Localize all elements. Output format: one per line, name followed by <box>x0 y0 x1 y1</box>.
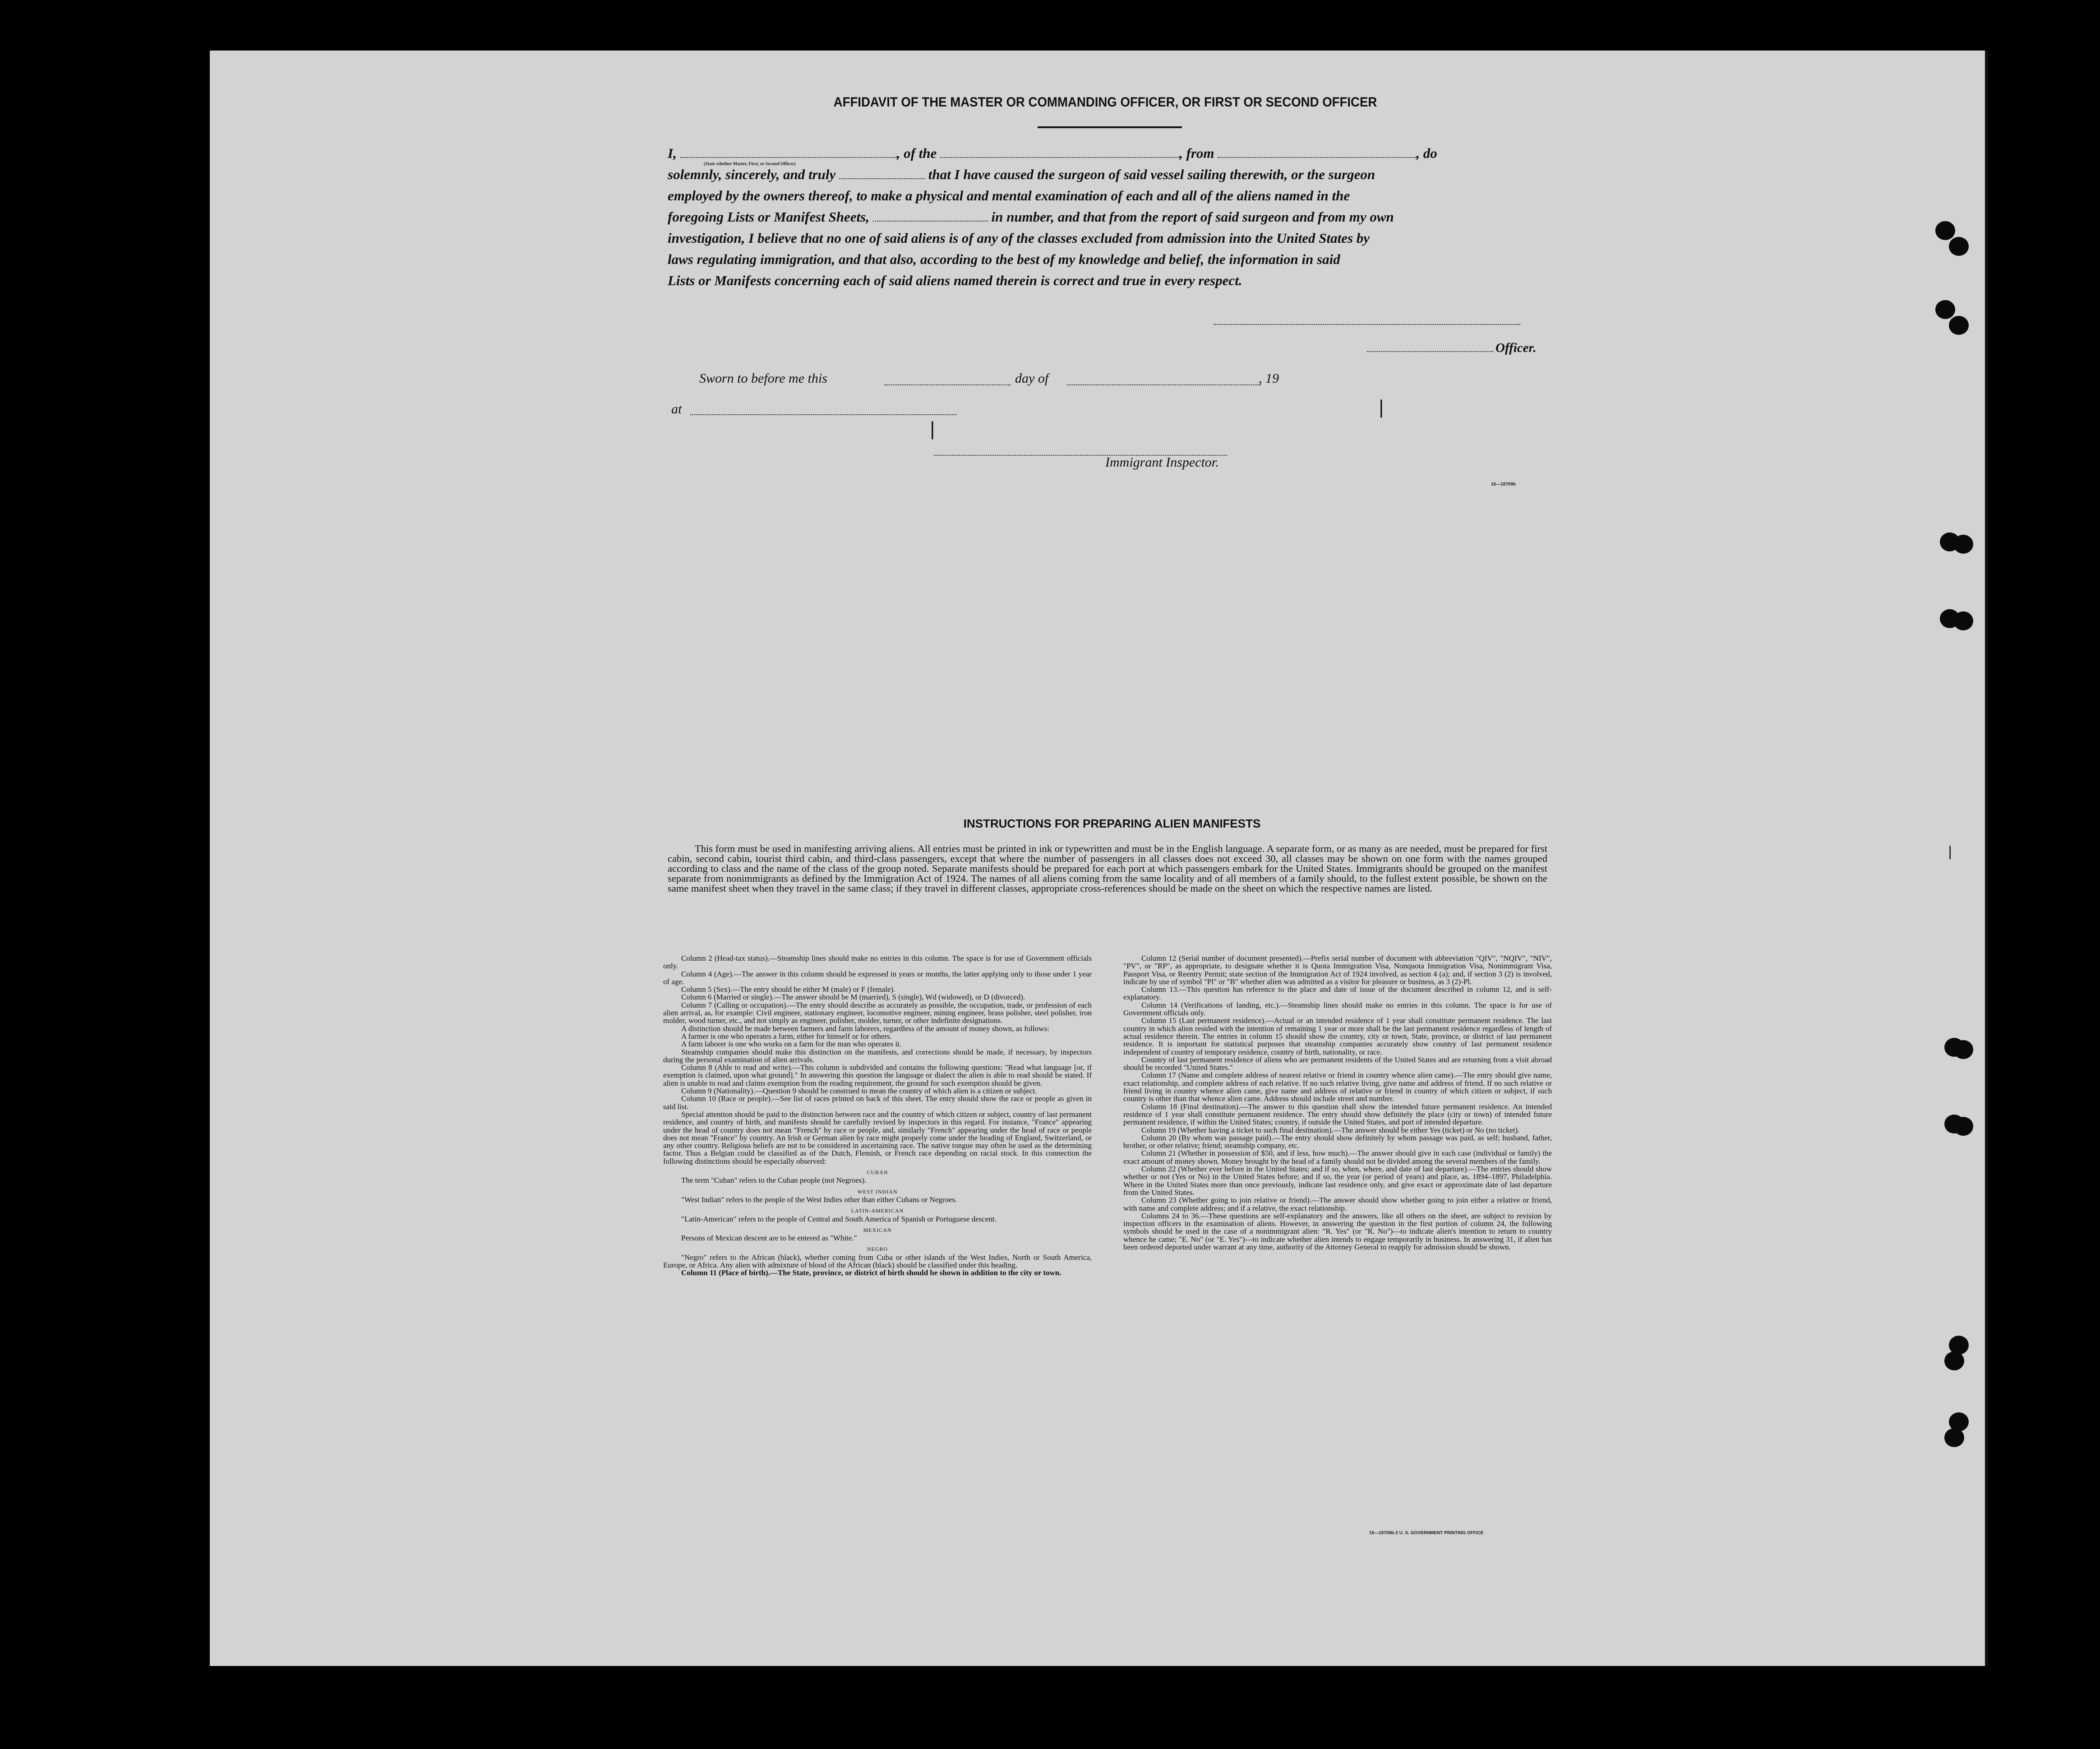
negro-heading: NEGRO <box>867 1246 888 1253</box>
instruction-paragraph: Column 17 (Name and complete address of nearest relative or friend in country whence alien came).—The entry should give name, exact relationship, and complete address of each relative. If no such relative living, give name and address of friend. If no such relative or friend living in country whence alien came, give name and address of relative or friend in country of which citizen or subject, if such country is other than that whence alien came. Address should include street and number. <box>1123 1071 1552 1103</box>
affidavit-body <box>668 143 1552 291</box>
affidavit-line-3: employed by the owners thereof, to make a physical and mental examination of each and all of the aliens named in the <box>668 188 1350 204</box>
sworn-day-field[interactable] <box>884 384 1011 385</box>
instruction-paragraph: A distinction should be made between farmers and farm laborers, regardless of the amount of money shown, as follows: <box>681 1024 1049 1033</box>
mexican-heading: MEXICAN <box>863 1226 892 1233</box>
oath-field[interactable] <box>839 168 925 179</box>
latin-american-definition: "Latin-American" refers to the people of Central and South America of Spanish or Portuguese descent. <box>681 1214 997 1223</box>
west-indian-definition: "West Indian" refers to the people of the West Indies other than either Cubans or Negroes. <box>681 1195 957 1204</box>
cuban-definition: The term "Cuban" refers to the Cuban people (not Negroes). <box>681 1176 867 1185</box>
instruction-paragraph: Column 14 (Verifications of landing, etc.).—Steamship lines should make no entries in this column. The space is for use of Government officials only. <box>1123 1000 1552 1018</box>
affidavit-do: , do <box>1416 145 1437 161</box>
affidavit-line-5: investigation, I believe that no one of said aliens is of any of the classes excluded from admission into the United States by <box>668 230 1370 246</box>
affidavit-from: , from <box>1179 145 1214 161</box>
rank-note: (State whether Master, First, or Second Officer) <box>704 162 796 167</box>
instruction-paragraph: Column 4 (Age).—The answer in this column should be expressed in years or months, the latter applying only to those under 1 year of age. <box>663 969 1092 986</box>
officer-rank-field[interactable] <box>680 147 897 158</box>
instruction-paragraph: Column 13.—This question has reference to the place and date of issue of the document described in column 12, and is self-explanatory. <box>1123 985 1552 1002</box>
affidavit-line-4 <box>668 206 1552 227</box>
affidavit-title: AFFIDAVIT OF THE MASTER OR COMMANDING OFFICER, OR FIRST OR SECOND OFFICER <box>833 95 1377 110</box>
punch-hole <box>1953 611 1973 630</box>
latin-american-heading: LATIN-AMERICAN <box>851 1208 904 1214</box>
instructions-title: INSTRUCTIONS FOR PREPARING ALIEN MANIFESTS <box>963 817 1261 830</box>
instruction-paragraph: Column 6 (Married or single).—The answer should be M (married), S (single), Wd (widowed), or D (divorced). <box>681 993 1025 1002</box>
column-11-instruction: Column 11 (Place of birth).—The State, province, or district of birth should be shown in addition to the city or town. <box>681 1268 1062 1277</box>
affidavit-of-the: , of the <box>896 145 937 161</box>
scan-mark: ❘ <box>1374 397 1389 418</box>
footer-printing-code: 16—18709b-2 U. S. GOVERNMENT PRINTING OFFICE <box>1369 1531 1484 1536</box>
affidavit-form-code: 16—18709b <box>1491 482 1516 487</box>
affidavit-solemnly: solemnly, sincerely, and truly <box>668 167 836 182</box>
punch-hole <box>1944 1428 1964 1447</box>
scan-mark: ❘ <box>925 419 940 440</box>
affidavit-foregoing: foregoing Lists or Manifest Sheets, <box>668 209 869 225</box>
instruction-paragraph: Column 21 (Whether in possession of $50, and if less, how much).—The answer should give in each case (individual or family) the exact amount of money shown. Money brought by the head of a family should not be divided among the several members of the family. <box>1123 1149 1552 1166</box>
instructions-right-column <box>1123 954 1552 1251</box>
instruction-paragraph: Column 7 (Calling or occupation).—The entry should describe as accurately as possible, the occupation, trade, or profession of each alien arrival, as, for example: Civil engineer, stationary engineer, locomotive engineer, mining engineer, brass polisher, steel polisher, iron molder, wood turner, etc., and not simply as engineer, polisher, molder, turner, or other indefinite designations. <box>663 1000 1092 1025</box>
punch-hole <box>1949 316 1969 335</box>
punch-hole <box>1949 237 1969 256</box>
sworn-label: Sworn to before me this <box>699 371 827 386</box>
instruction-paragraph: Column 9 (Nationality).—Question 9 should be construed to mean the country of which alien is a citizen or subject. <box>681 1087 1037 1096</box>
day-of-label: day of <box>1015 371 1049 386</box>
year-label: , 19 <box>1259 371 1279 386</box>
instruction-paragraph: Column 2 (Head-tax status).—Steamship lines should make no entries in this column. The space is for use of Government officials only. <box>663 954 1092 971</box>
sheet-count-field[interactable] <box>873 211 988 222</box>
affidavit-surgeon: that I have caused the surgeon of said vessel sailing therewith, or the surgeon <box>928 167 1375 182</box>
punch-hole <box>1935 300 1955 319</box>
instruction-paragraph: Country of last permanent residence of aliens who are permanent residents of the United States and are returning from a visit abroad should be recorded "United States." <box>1123 1055 1552 1072</box>
instruction-paragraph: Column 12 (Serial number of document presented).—Prefix serial number of document with abbreviation "QIV", "NQIV", "NIV", "PV", or "RP", as appropriate, to designate whether it is Quota Immigration Visa, Nonquota Immigration Visa, Nonimmigrant Visa, Passport Visa, or Reentry Permit; state section of the Immigration Act of 1924 involved, as section 4 (a); and, if section 3 (2) is involved, indicate by use of symbol "Pl" or "B" whether alien was admitted as a visitor for pleasure or business, as 3 (2)-Pl. <box>1123 954 1552 986</box>
port-field[interactable] <box>1218 147 1416 158</box>
sworn-month-field[interactable] <box>1067 384 1261 385</box>
instruction-paragraph: Column 22 (Whether ever before in the United States; and if so, when, where, and date of last departure).—The entries should show whether or not (Yes or No) in the United States before; and if so, the year (or period of years) and place, as, 1894–1897, Philadelphia. Where in the United States more than once previously, indicate last residence only, and give exact or approximate date of last departure from the United States. <box>1123 1165 1552 1197</box>
instruction-paragraph: Special attention should be paid to the distinction between race and the country of which citizen or subject, country of last permanent residence, and country of birth, and manifests should be carefully revised by inspectors in this regard. For instance, "France" appearing under the head of country does not mean "French" by race or people, and, similarly "French" appearing under the head of race or people does not mean "France" by country. An Irish or German alien by race might properly come under the heading of England, Switzerland, or any other country. Religious beliefs are not to be considered in ascertaining race. The native tongue may often be used as the determining factor. Thus a Belgian could be classified as of the Dutch, Flemish, or French race depending on racial stock. In this connection the following distinctions should be especially observed: <box>663 1110 1092 1166</box>
officer-signature-line-2[interactable] <box>1367 351 1493 352</box>
cuban-heading: CUBAN <box>867 1169 888 1176</box>
punch-hole <box>1953 1040 1973 1059</box>
instruction-paragraph: Column 5 (Sex).—The entry should be either M (male) or F (female). <box>681 985 895 994</box>
scan-mark: ❘ <box>1944 844 1956 860</box>
officer-signature-line-1[interactable] <box>1214 324 1520 325</box>
at-label: at <box>671 402 682 416</box>
officer-label: Officer. <box>1495 341 1537 355</box>
instruction-paragraph: Steamship companies should make this distinction on the manifests, and corrections should be made, if necessary, by inspectors during the personal examination of alien arrivals. <box>663 1047 1092 1064</box>
affidavit-line-2 <box>668 164 1552 185</box>
affidavit-line-7: Lists or Manifests concerning each of said aliens named therein is correct and true in every respect. <box>668 273 1242 288</box>
instructions-intro: This form must be used in manifesting arriving aliens. All entries must be printed in ink or typewritten and must be in the English language. A separate form, or as many as are needed, must be prepared for first cabin, second cabin, tourist third cabin, and third-class passengers, except that where the number of passengers in all classes does not exceed 30, all classes may be shown on one form with the names grouped according to class and the name of the class of the group noted. Separate manifests should be prepared for each port at which passengers embark for the United States. Immigrants should be grouped on the manifest separate from nonimmigrants as defined by the Immigration Act of 1924. The names of all aliens coming from the same locality and of all members of a family should, to the fullest extent possible, be shown on the same manifest sheet when they travel in the same class; if they travel in different classes, appropriate cross-references should be made on the sheet on which the respective names are listed. <box>668 843 1547 894</box>
punch-hole <box>1953 1117 1973 1136</box>
instruction-paragraph: Column 8 (Able to read and write).—This column is subdivided and contains the following questions: "Read what language [or, if exemption is claimed, upon what ground]." In answering this question the language or dialect the alien is able to read should be stated. If alien is unable to read and claims exemption from the reading requirement, the ground for such exemption should be given. <box>663 1063 1092 1087</box>
punch-hole <box>1944 1351 1964 1370</box>
inspector-label: Immigrant Inspector. <box>1105 455 1219 470</box>
instruction-paragraph: Column 10 (Race or people).—See list of races printed on back of this sheet. The entry should show the race or people as given in said list. <box>663 1094 1092 1111</box>
affidavit-i: I, <box>668 145 677 161</box>
instruction-paragraph: A farmer is one who operates a farm, either for himself or for others. <box>681 1032 892 1041</box>
title-divider <box>1038 126 1182 128</box>
punch-hole <box>1935 221 1955 240</box>
instruction-paragraph: Column 15 (Last permanent residence).—Actual or an intended residence of 1 year shall constitute permanent residence. The last country in which alien resided with the intention of remaining 1 year or more shall be the last permanent residence regardless of length of actual residence therein. The entries in column 15 should show the country, city or town, State, province, or district of last permanent residence. It is important for statistical purposes that steamship companies accurately show country of last permanent residence independent of country of temporary residence, country of birth, nationality, or race. <box>1123 1016 1552 1056</box>
affidavit-in-number: in number, and that from the report of said surgeon and from my own <box>991 209 1394 225</box>
punch-hole <box>1953 535 1973 554</box>
instruction-paragraph: Column 20 (By whom was passage paid).—The entry should show definitely by whom passage was paid, as self; husband, father, brother, or other relative; friend; steamship company, etc. <box>1123 1133 1552 1150</box>
affidavit-line-6: laws regulating immigration, and that also, according to the best of my knowledge and belief, the information in said <box>668 251 1340 267</box>
sworn-place-field[interactable] <box>690 414 956 415</box>
instruction-paragraph: Column 19 (Whether having a ticket to such final destination).—The answer should be either Yes (ticket) or No (no ticket). <box>1141 1125 1520 1134</box>
sheet-edge-shadow <box>1985 51 1989 1666</box>
instruction-paragraph: Columns 24 to 36.—These questions are self-explanatory and the answers, like all others on the sheet, are subject to revision by inspection officers in the examination of aliens. However, in answering the question in the first portion of column 24, the following symbols should be used in the case of a nonimmigrant alien: "R. Yes" (or "R. No")—to indicate alien's intention to return to country whence he came; "E. No" (or "E. Yes")—to indicate whether alien intends to engage temporarily in business. In answering 31, if alien has been ordered deported under warrant at any time, authority of the Attorney General to reapply for admission should be shown. <box>1123 1211 1552 1251</box>
instruction-paragraph: Column 23 (Whether going to join relative or friend).—The answer should show whether going to join either a relative or friend, with name and complete address; and if a relative, the exact relationship. <box>1123 1196 1552 1212</box>
negro-definition: "Negro" refers to the African (black), whether coming from Cuba or other islands of the West Indies, North or South America, Europe, or Africa. Any alien with admixture of blood of the African (black) should be classified under this heading. <box>663 1253 1092 1269</box>
vessel-field[interactable] <box>940 147 1179 158</box>
instructions-left-column <box>663 954 1092 1277</box>
mexican-definition: Persons of Mexican descent are to be entered as "White." <box>681 1234 857 1243</box>
instruction-paragraph: Column 18 (Final destination).—The answer to this question shall show the intended future permanent residence. An intended residence of 1 year shall constitute permanent residence. The entry should show definitely the place (city or town) of intended future permanent residence, if within the United States; country, if outside the United States, and port of intended departure. <box>1123 1102 1552 1127</box>
west-indian-heading: WEST INDIAN <box>857 1188 898 1195</box>
affidavit-line-1 <box>668 143 1552 164</box>
instruction-paragraph: A farm laborer is one who works on a farm for the man who operates it. <box>681 1040 902 1049</box>
